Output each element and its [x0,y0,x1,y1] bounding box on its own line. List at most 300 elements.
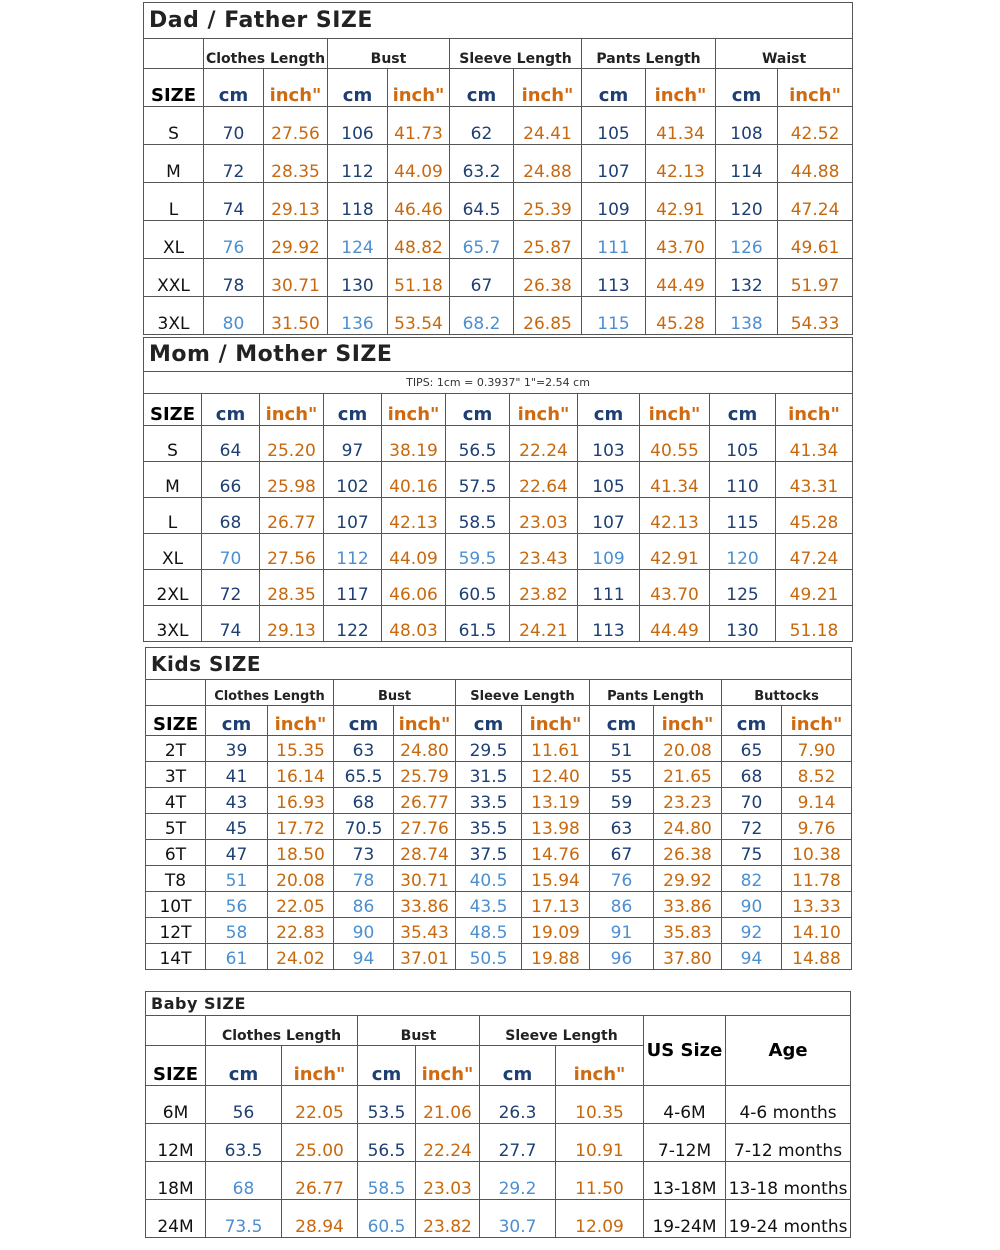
cm-value-cell: 73.5 [206,1200,282,1238]
cm-value-cell: 58 [206,918,268,944]
inch-value-cell: 14.88 [782,944,852,970]
inch-value-cell: 40.16 [382,462,446,498]
inch-value-cell: 16.14 [268,762,334,788]
cm-value-cell: 58.5 [358,1162,416,1200]
table-row [144,462,853,498]
inch-value-cell: 44.49 [640,606,710,642]
cm-value-cell: 41 [206,762,268,788]
cm-value-cell: 40.5 [456,866,522,892]
table-row [146,1162,851,1200]
inch-value-cell: 7.90 [782,736,852,762]
cm-value-cell: 65.5 [334,762,394,788]
size-cell: L [144,183,204,221]
inch-header: inch" [264,69,328,107]
age-cell: 7-12 months [726,1124,851,1162]
cm-value-cell: 59.5 [446,534,510,570]
cm-value-cell: 50.5 [456,944,522,970]
inch-value-cell: 25.98 [260,462,324,498]
cm-value-cell: 105 [578,462,640,498]
inch-value-cell: 12.09 [556,1200,644,1238]
group-header: Clothes Length [206,680,334,706]
table-row [146,840,852,866]
inch-header: inch" [416,1046,480,1086]
inch-value-cell: 42.13 [640,498,710,534]
cm-header: cm [456,706,522,736]
group-header: Clothes Length [206,1016,358,1046]
group-header: Pants Length [590,680,722,706]
cm-value-cell: 30.7 [480,1200,556,1238]
cm-value-cell: 68 [722,762,782,788]
inch-value-cell: 22.83 [268,918,334,944]
kids-size-table [145,647,851,970]
table-row [144,498,853,534]
size-cell: S [144,426,202,462]
inch-value-cell: 43.70 [646,221,716,259]
size-cell: 2XL [144,570,202,606]
cm-value-cell: 106 [328,107,388,145]
cm-value-cell: 90 [334,918,394,944]
table-row [146,866,852,892]
cm-value-cell: 138 [716,297,778,335]
inch-value-cell: 45.28 [776,498,853,534]
inch-value-cell: 16.93 [268,788,334,814]
cm-value-cell: 130 [328,259,388,297]
size-cell: 3XL [144,606,202,642]
cm-value-cell: 64.5 [450,183,514,221]
inch-value-cell: 43.31 [776,462,853,498]
cm-value-cell: 86 [590,892,654,918]
inch-value-cell: 26.85 [514,297,582,335]
cm-value-cell: 27.7 [480,1124,556,1162]
inch-value-cell: 27.76 [394,814,456,840]
inch-value-cell: 27.56 [264,107,328,145]
inch-value-cell: 20.08 [268,866,334,892]
inch-value-cell: 41.34 [646,107,716,145]
group-header: Waist [716,39,853,69]
cm-value-cell: 56 [206,892,268,918]
size-header: SIZE [144,69,204,107]
inch-value-cell: 22.05 [282,1086,358,1124]
cm-value-cell: 96 [590,944,654,970]
inch-header: inch" [776,394,853,426]
inch-value-cell: 26.77 [260,498,324,534]
table-row [144,534,853,570]
inch-header: inch" [654,706,722,736]
cm-value-cell: 63.5 [206,1124,282,1162]
table-row [144,221,853,259]
cm-value-cell: 120 [716,183,778,221]
cm-value-cell: 66 [202,462,260,498]
size-cell: 4T [146,788,206,814]
unit-header-row [144,69,853,107]
age-cell: 13-18 months [726,1162,851,1200]
cm-value-cell: 94 [334,944,394,970]
cm-header: cm [328,69,388,107]
table-row [144,145,853,183]
cm-value-cell: 111 [578,570,640,606]
baby-title: Baby SIZE [146,992,851,1016]
us-size-cell: 19-24M [644,1200,726,1238]
inch-header: inch" [778,69,853,107]
table-row [144,297,853,335]
cm-value-cell: 56.5 [446,426,510,462]
size-cell: 2T [146,736,206,762]
inch-value-cell: 14.76 [522,840,590,866]
size-cell: L [144,498,202,534]
group-header: Bust [358,1016,480,1046]
inch-value-cell: 26.38 [654,840,722,866]
size-cell: 14T [146,944,206,970]
size-header: SIZE [146,1046,206,1086]
cm-value-cell: 65.7 [450,221,514,259]
size-cell: XXL [144,259,204,297]
inch-header: inch" [556,1046,644,1086]
inch-value-cell: 37.01 [394,944,456,970]
cm-value-cell: 74 [204,183,264,221]
inch-value-cell: 25.79 [394,762,456,788]
cm-value-cell: 126 [716,221,778,259]
inch-value-cell: 38.19 [382,426,446,462]
cm-value-cell: 43.5 [456,892,522,918]
size-header: SIZE [146,706,206,736]
inch-value-cell: 51.97 [778,259,853,297]
cm-value-cell: 102 [324,462,382,498]
inch-value-cell: 22.24 [510,426,578,462]
cm-value-cell: 110 [710,462,776,498]
inch-value-cell: 22.24 [416,1124,480,1162]
inch-value-cell: 21.06 [416,1086,480,1124]
cm-value-cell: 120 [710,534,776,570]
cm-value-cell: 75 [722,840,782,866]
cm-value-cell: 63 [334,736,394,762]
age-cell: 4-6 months [726,1086,851,1124]
cm-value-cell: 70 [722,788,782,814]
size-cell: 5T [146,814,206,840]
inch-value-cell: 15.35 [268,736,334,762]
table-row [146,1200,851,1238]
mom-title: Mom / Mother SIZE [144,338,853,372]
cm-value-cell: 68 [334,788,394,814]
inch-value-cell: 24.41 [514,107,582,145]
size-cell: 10T [146,892,206,918]
mom-size-table [143,337,852,642]
inch-value-cell: 26.38 [514,259,582,297]
group-header: Bust [328,39,450,69]
inch-value-cell: 9.76 [782,814,852,840]
inch-value-cell: 30.71 [394,866,456,892]
inch-value-cell: 41.73 [388,107,450,145]
size-cell: 3XL [144,297,204,335]
cm-value-cell: 125 [710,570,776,606]
group-header: Buttocks [722,680,852,706]
cm-value-cell: 107 [324,498,382,534]
table-row [146,762,852,788]
inch-value-cell: 42.91 [640,534,710,570]
inch-value-cell: 17.72 [268,814,334,840]
cm-value-cell: 111 [582,221,646,259]
group-header: Sleeve Length [456,680,590,706]
cm-value-cell: 76 [204,221,264,259]
cm-header: cm [206,1046,282,1086]
cm-value-cell: 67 [450,259,514,297]
inch-value-cell: 10.38 [782,840,852,866]
cm-value-cell: 109 [578,534,640,570]
inch-value-cell: 13.33 [782,892,852,918]
size-cell: 6M [146,1086,206,1124]
cm-header: cm [716,69,778,107]
cm-header: cm [202,394,260,426]
inch-value-cell: 23.03 [510,498,578,534]
inch-value-cell: 45.28 [646,297,716,335]
inch-value-cell: 53.54 [388,297,450,335]
cm-value-cell: 68.2 [450,297,514,335]
inch-value-cell: 25.87 [514,221,582,259]
cm-header: cm [722,706,782,736]
inch-value-cell: 24.88 [514,145,582,183]
table-row [146,1086,851,1124]
inch-value-cell: 47.24 [776,534,853,570]
table-row [146,944,852,970]
inch-value-cell: 10.91 [556,1124,644,1162]
cm-value-cell: 48.5 [456,918,522,944]
cm-header: cm [480,1046,556,1086]
cm-value-cell: 29.5 [456,736,522,762]
inch-value-cell: 11.50 [556,1162,644,1200]
cm-value-cell: 67 [590,840,654,866]
cm-header: cm [582,69,646,107]
cm-value-cell: 122 [324,606,382,642]
inch-value-cell: 10.35 [556,1086,644,1124]
cm-value-cell: 132 [716,259,778,297]
cm-value-cell: 59 [590,788,654,814]
inch-header: inch" [282,1046,358,1086]
inch-value-cell: 44.49 [646,259,716,297]
inch-value-cell: 46.06 [382,570,446,606]
inch-value-cell: 43.70 [640,570,710,606]
dad-title: Dad / Father SIZE [144,3,853,39]
cm-value-cell: 60.5 [446,570,510,606]
table-row [146,892,852,918]
table-row [146,814,852,840]
inch-value-cell: 22.05 [268,892,334,918]
cm-value-cell: 86 [334,892,394,918]
inch-value-cell: 41.34 [776,426,853,462]
inch-value-cell: 22.64 [510,462,578,498]
inch-value-cell: 40.55 [640,426,710,462]
cm-value-cell: 56 [206,1086,282,1124]
inch-header: inch" [268,706,334,736]
inch-header: inch" [388,69,450,107]
cm-value-cell: 56.5 [358,1124,416,1162]
inch-value-cell: 27.56 [260,534,324,570]
cm-value-cell: 51 [590,736,654,762]
inch-value-cell: 33.86 [654,892,722,918]
inch-header: inch" [646,69,716,107]
inch-value-cell: 18.50 [268,840,334,866]
cm-value-cell: 91 [590,918,654,944]
cm-value-cell: 60.5 [358,1200,416,1238]
cm-value-cell: 94 [722,944,782,970]
inch-value-cell: 24.02 [268,944,334,970]
cm-value-cell: 63.2 [450,145,514,183]
cm-value-cell: 117 [324,570,382,606]
cm-value-cell: 51 [206,866,268,892]
cm-value-cell: 105 [582,107,646,145]
table-row [146,1124,851,1162]
table-row [144,107,853,145]
cm-header: cm [578,394,640,426]
size-cell: 24M [146,1200,206,1238]
inch-value-cell: 23.82 [416,1200,480,1238]
inch-value-cell: 35.83 [654,918,722,944]
inch-value-cell: 12.40 [522,762,590,788]
inch-value-cell: 24.21 [510,606,578,642]
blank-cell [144,39,204,69]
inch-value-cell: 25.20 [260,426,324,462]
inch-header: inch" [394,706,456,736]
inch-value-cell: 28.74 [394,840,456,866]
inch-value-cell: 31.50 [264,297,328,335]
cm-value-cell: 136 [328,297,388,335]
inch-value-cell: 42.13 [382,498,446,534]
age-cell: 19-24 months [726,1200,851,1238]
inch-value-cell: 30.71 [264,259,328,297]
cm-value-cell: 74 [202,606,260,642]
inch-value-cell: 44.09 [388,145,450,183]
cm-value-cell: 70 [202,534,260,570]
inch-value-cell: 19.88 [522,944,590,970]
cm-value-cell: 97 [324,426,382,462]
cm-value-cell: 63 [590,814,654,840]
inch-value-cell: 24.80 [394,736,456,762]
baby-size-table [145,991,850,1238]
cm-value-cell: 65 [722,736,782,762]
inch-header: inch" [510,394,578,426]
cm-value-cell: 68 [202,498,260,534]
cm-value-cell: 124 [328,221,388,259]
size-cell: 18M [146,1162,206,1200]
group-header: Sleeve Length [450,39,582,69]
inch-value-cell: 51.18 [776,606,853,642]
inch-value-cell: 33.86 [394,892,456,918]
inch-value-cell: 47.24 [778,183,853,221]
inch-value-cell: 23.03 [416,1162,480,1200]
dad-size-table [143,2,852,335]
blank-cell [146,1016,206,1046]
cm-value-cell: 70 [204,107,264,145]
cm-value-cell: 37.5 [456,840,522,866]
cm-header: cm [204,69,264,107]
inch-value-cell: 13.19 [522,788,590,814]
cm-value-cell: 35.5 [456,814,522,840]
cm-value-cell: 107 [578,498,640,534]
cm-header: cm [450,69,514,107]
inch-value-cell: 25.39 [514,183,582,221]
inch-value-cell: 11.78 [782,866,852,892]
cm-value-cell: 115 [710,498,776,534]
inch-value-cell: 51.18 [388,259,450,297]
group-header: Bust [334,680,456,706]
group-header: Pants Length [582,39,716,69]
cm-value-cell: 39 [206,736,268,762]
table-row [146,918,852,944]
inch-value-cell: 25.00 [282,1124,358,1162]
cm-value-cell: 112 [324,534,382,570]
table-row [144,606,853,642]
cm-value-cell: 109 [582,183,646,221]
cm-value-cell: 112 [328,145,388,183]
cm-value-cell: 53.5 [358,1086,416,1124]
inch-value-cell: 42.91 [646,183,716,221]
cm-value-cell: 105 [710,426,776,462]
cm-header: cm [358,1046,416,1086]
cm-value-cell: 64 [202,426,260,462]
cm-value-cell: 62 [450,107,514,145]
cm-value-cell: 76 [590,866,654,892]
size-cell: 12T [146,918,206,944]
inch-value-cell: 11.61 [522,736,590,762]
cm-value-cell: 55 [590,762,654,788]
inch-value-cell: 29.13 [260,606,324,642]
cm-value-cell: 103 [578,426,640,462]
inch-value-cell: 41.34 [640,462,710,498]
cm-value-cell: 26.3 [480,1086,556,1124]
inch-header: inch" [640,394,710,426]
cm-value-cell: 68 [206,1162,282,1200]
size-cell: XL [144,221,204,259]
kids-title: Kids SIZE [146,648,852,680]
us-size-cell: 7-12M [644,1124,726,1162]
cm-value-cell: 73 [334,840,394,866]
inch-value-cell: 48.82 [388,221,450,259]
cm-header: cm [206,706,268,736]
cm-value-cell: 45 [206,814,268,840]
unit-header-row [146,706,852,736]
size-cell: T8 [146,866,206,892]
cm-value-cell: 114 [716,145,778,183]
cm-value-cell: 118 [328,183,388,221]
inch-value-cell: 29.92 [654,866,722,892]
inch-value-cell: 23.43 [510,534,578,570]
cm-value-cell: 107 [582,145,646,183]
us-size-cell: 13-18M [644,1162,726,1200]
inch-value-cell: 42.52 [778,107,853,145]
age-header: Age [726,1016,851,1086]
inch-value-cell: 44.09 [382,534,446,570]
cm-value-cell: 90 [722,892,782,918]
inch-value-cell: 9.14 [782,788,852,814]
table-row [146,736,852,762]
inch-value-cell: 42.13 [646,145,716,183]
inch-header: inch" [260,394,324,426]
cm-value-cell: 61 [206,944,268,970]
cm-header: cm [334,706,394,736]
unit-header-row [144,394,853,426]
inch-value-cell: 14.10 [782,918,852,944]
cm-value-cell: 29.2 [480,1162,556,1200]
cm-value-cell: 43 [206,788,268,814]
cm-value-cell: 92 [722,918,782,944]
inch-value-cell: 54.33 [778,297,853,335]
cm-header: cm [590,706,654,736]
inch-value-cell: 49.61 [778,221,853,259]
inch-value-cell: 15.94 [522,866,590,892]
inch-value-cell: 28.35 [264,145,328,183]
inch-value-cell: 13.98 [522,814,590,840]
cm-value-cell: 47 [206,840,268,866]
inch-value-cell: 29.13 [264,183,328,221]
cm-header: cm [324,394,382,426]
